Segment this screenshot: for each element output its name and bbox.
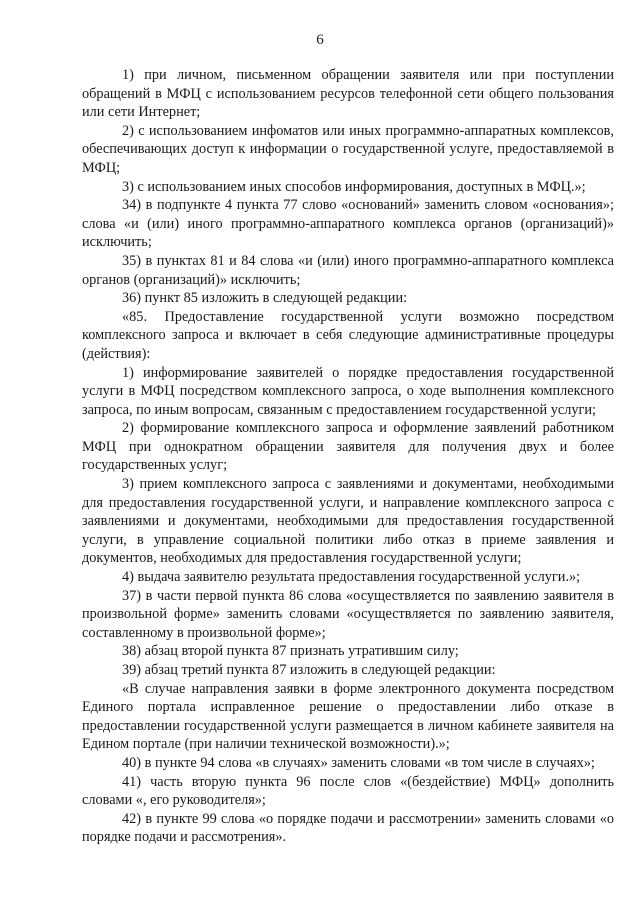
paragraph-85-intro: «85. Предоставление государственной услуги возможно посредством комплексного запроса и включает в себя следующие административные процедуры (действия):	[82, 308, 614, 362]
paragraph-38: 38) абзац второй пункта 87 признать утратившим силу;	[122, 643, 459, 660]
page-number: 6	[316, 32, 324, 48]
paragraph-37: 37) в части первой пункта 86 слова «осуществляется по заявлению заявителя в произвольной форме» заменить словами «осуществляется по заявлению заявителя, составленному в произвольной форме»;	[82, 587, 614, 641]
paragraph-1: 1) при личном, письменном обращении заявителя или при поступлении обращений в МФЦ с использованием ресурсов телефонной сети общего пользования или сети Интернет;	[82, 67, 614, 121]
paragraph-39-quote: «В случае направления заявки в форме электронного документа посредством Единого портала исправленное решение о предоставлении либо отказе в предоставлении государственной услуги размещается в личном кабинете заявителя на Едином портале (при наличии технической возможности).»;	[82, 680, 614, 753]
paragraph-85-item-4: 4) выдача заявителю результата предоставления государственной услуги.»;	[122, 569, 581, 586]
paragraph-41: 41) часть вторую пункта 96 после слов «(бездействие) МФЦ» дополнить словами «, его руководителя»;	[82, 773, 614, 809]
document-body	[82, 66, 614, 847]
paragraph-40: 40) в пункте 94 слова «в случаях» заменить словами «в том числе в случаях»;	[122, 754, 595, 771]
paragraph-35: 35) в пунктах 81 и 84 слова «и (или) иного программно-аппаратного комплекса органов (организаций)» исключить;	[82, 252, 614, 288]
paragraph-2: 2) с использованием инфоматов или иных программно-аппаратных комплексов, обеспечивающих доступ к информации о государственной услуге, предоставляемой в МФЦ;	[82, 122, 614, 176]
paragraph-42: 42) в пункте 99 слова «о порядке подачи и рассмотрении» заменить словами «о порядке подачи и рассмотрения».	[82, 810, 614, 846]
paragraph-34: 34) в подпункте 4 пункта 77 слово «оснований» заменить словом «основания»; слова «и (или) иного программно-аппаратного комплекса органов (организаций)» исключить;	[82, 197, 614, 251]
paragraph-3: 3) с использованием иных способов информирования, доступных в МФЦ.»;	[122, 178, 586, 195]
paragraph-85-item-3: 3) прием комплексного запроса с заявлениями и документами, необходимыми для предоставления государственной услуги, и направление комплексного запроса с заявлениями и документами, необходимыми для предоставления государственной услуги, в управление социальной политики либо отказ в приеме заявления и документов, необходимых для предоставления государственной услуги;	[82, 476, 614, 567]
paragraph-85-item-2: 2) формирование комплексного запроса и оформление заявлений работником МФЦ при однократном обращении заявителя для получения двух и более государственных услуг;	[82, 420, 614, 474]
paragraph-85-item-1: 1) информирование заявителей о порядке предоставления государственной услуги в МФЦ посредством комплексного запроса, о ходе выполнения комплексного запроса, по иным вопросам, связанным с предоставлением государственной услуги;	[82, 364, 614, 418]
paragraph-39: 39) абзац третий пункта 87 изложить в следующей редакции:	[122, 662, 496, 678]
paragraph-36: 36) пункт 85 изложить в следующей редакции:	[122, 290, 408, 307]
